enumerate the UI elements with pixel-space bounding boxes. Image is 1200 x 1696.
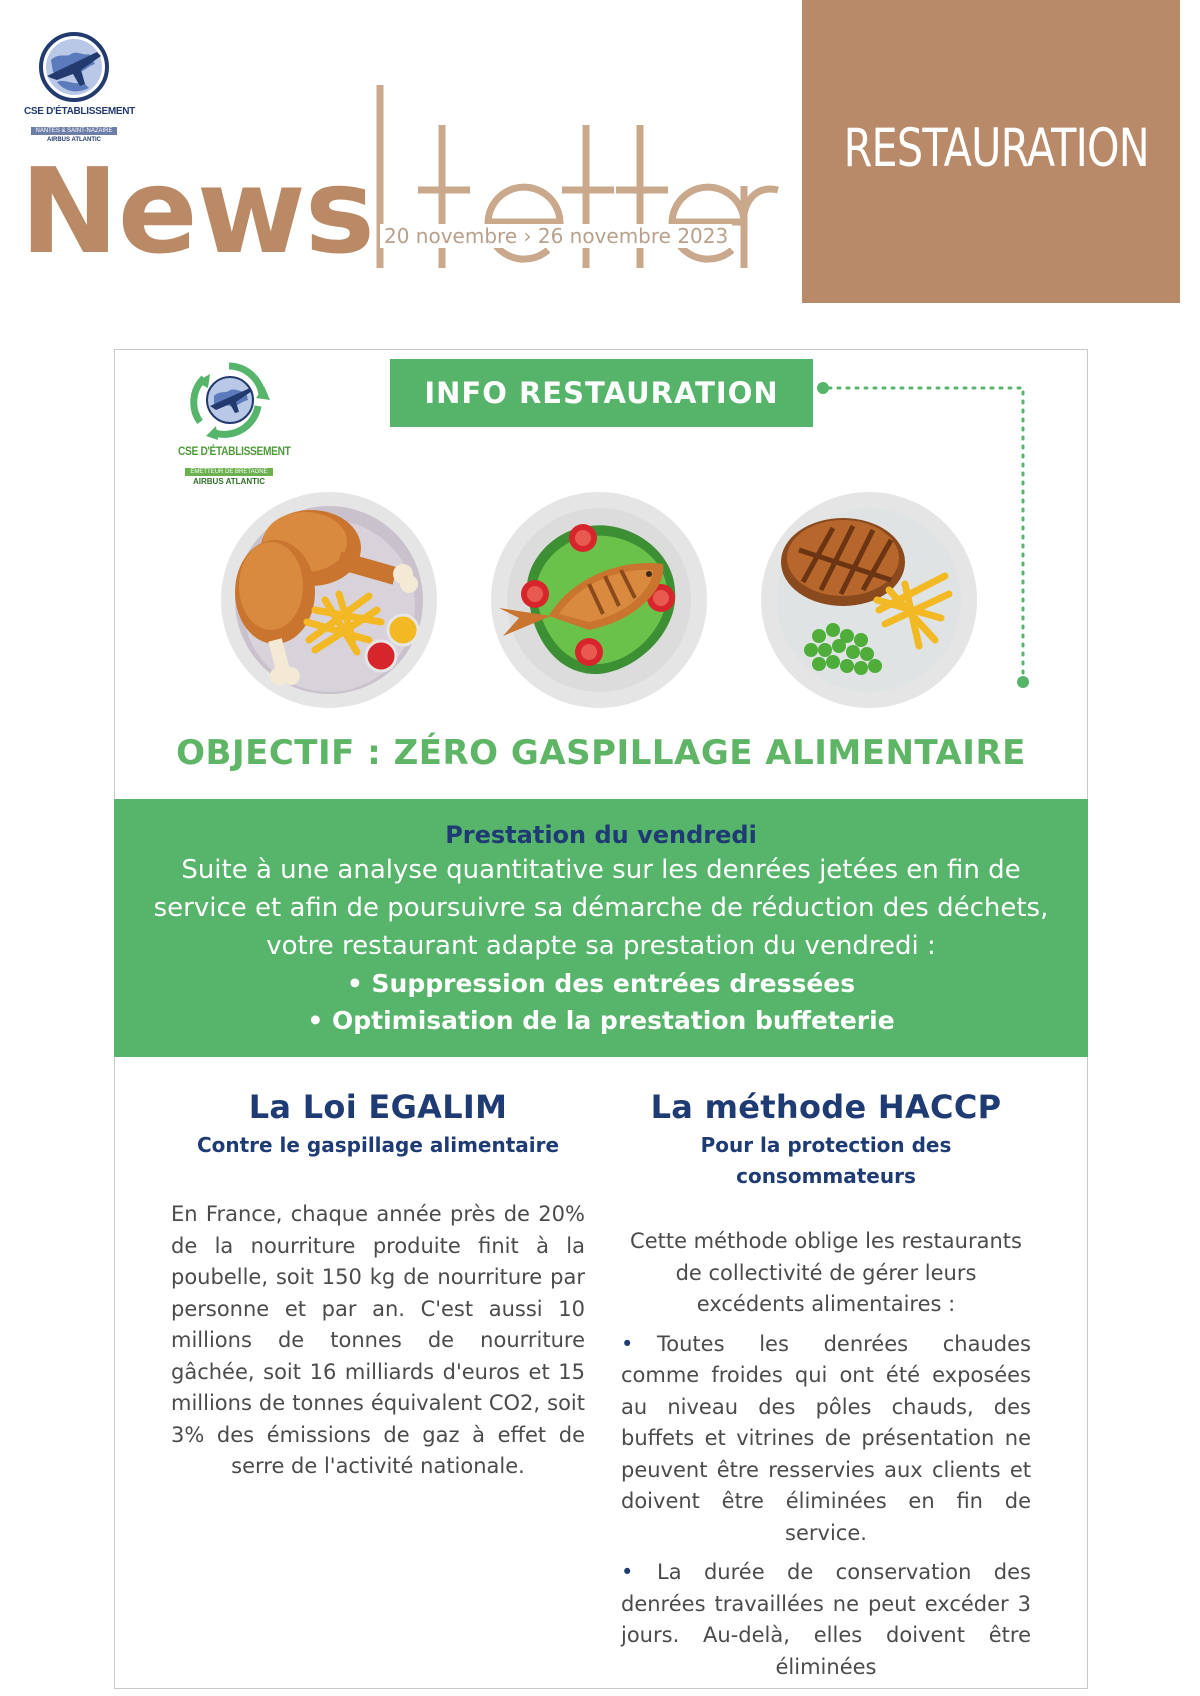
band-bullet-2: • Optimisation de la prestation buffeterie bbox=[307, 1006, 895, 1035]
grilled-fish-salad-plate-icon bbox=[489, 490, 709, 710]
band-bullet-1: • Suppression des entrées dressées bbox=[346, 969, 856, 998]
cse-green-logo bbox=[169, 360, 289, 486]
steak-fries-peas-plate-icon bbox=[759, 490, 979, 710]
headline: OBJECTIF : ZÉRO GASPILLAGE ALIMENTAIRE bbox=[176, 733, 1026, 773]
haccp-bullet-text-2: La durée de conservation des denrées travaillées ne peut excéder 3 jours. Au-delà, elles doivent être éliminées bbox=[621, 1560, 1031, 1679]
haccp-subtitle: Pour la protection des consommateurs bbox=[700, 1133, 952, 1188]
band-text: Suite à une analyse quantitative sur les denrées jetées en fin de service et afin de poursuivre sa démarche de réduction des déchets, votre restaurant adapte sa prestation du vendredi : bbox=[153, 855, 1049, 961]
logo-line-1: CSE D'ÉTABLISSEMENT bbox=[24, 106, 135, 117]
chicken-fries-plate-icon bbox=[219, 490, 439, 710]
green-logo-line-2: ÉMETTEUR DE BRETAGNE bbox=[185, 468, 272, 476]
bullet-dot: • bbox=[621, 1331, 634, 1356]
band-title: Prestation du vendredi bbox=[445, 821, 757, 849]
bullet-dot: • bbox=[621, 1560, 634, 1584]
newsletter-title-letter bbox=[0, 0, 800, 300]
haccp-bullet bbox=[621, 1557, 1031, 1683]
haccp-intro: Cette méthode oblige les restaurants de collectivité de gérer leurs excédents alimentaires : bbox=[630, 1229, 1022, 1316]
haccp-bullet-text-1: Toutes les denrées chaudes comme froides qui ont été exposées au niveau des pôles chauds, des buffets et vitrines de présentation ne peuvent être resservies aux clients et doivent être éliminées en fin de service. bbox=[621, 1331, 1031, 1545]
haccp-bullet bbox=[621, 1329, 1031, 1550]
egalim-column bbox=[171, 1088, 585, 1483]
info-card bbox=[114, 349, 1088, 1689]
category-box bbox=[802, 0, 1180, 303]
date-range: 20 novembre › 26 novembre 2023 bbox=[380, 224, 732, 248]
logo-line-2: NANTES & SAINT-NAZAIRE bbox=[31, 127, 116, 135]
egalim-subtitle: Contre le gaspillage alimentaire bbox=[196, 1133, 560, 1157]
newsletter-title-news: News bbox=[20, 142, 375, 280]
haccp-column bbox=[621, 1088, 1031, 1683]
egalim-title: La Loi EGALIM bbox=[248, 1088, 508, 1126]
green-logo-line-1: CSE D'ÉTABLISSEMENT bbox=[178, 444, 291, 458]
category-label: RESTAURATION bbox=[843, 118, 1149, 179]
recycle-globe-icon bbox=[186, 360, 272, 440]
prestation-band bbox=[114, 799, 1088, 1057]
info-restauration-banner: INFO RESTAURATION bbox=[390, 359, 813, 427]
haccp-title: La méthode HACCP bbox=[650, 1088, 1002, 1126]
egalim-text: En France, chaque année près de 20% de la nourriture produite finit à la poubelle, soit 150 kg de nourriture par personne et par an. C'est aussi 10 millions de tonnes de nourriture gâchée, soit 16 milliards d'euros et 15 millions de tonnes équivalent CO2, soit 3% des émissions de gaz à effet de serre de l'activité nationale. bbox=[171, 1202, 585, 1478]
logo-line-3: AIRBUS ATLANTIC bbox=[47, 137, 101, 143]
green-logo-line-3: AIRBUS ATLANTIC bbox=[193, 477, 265, 486]
